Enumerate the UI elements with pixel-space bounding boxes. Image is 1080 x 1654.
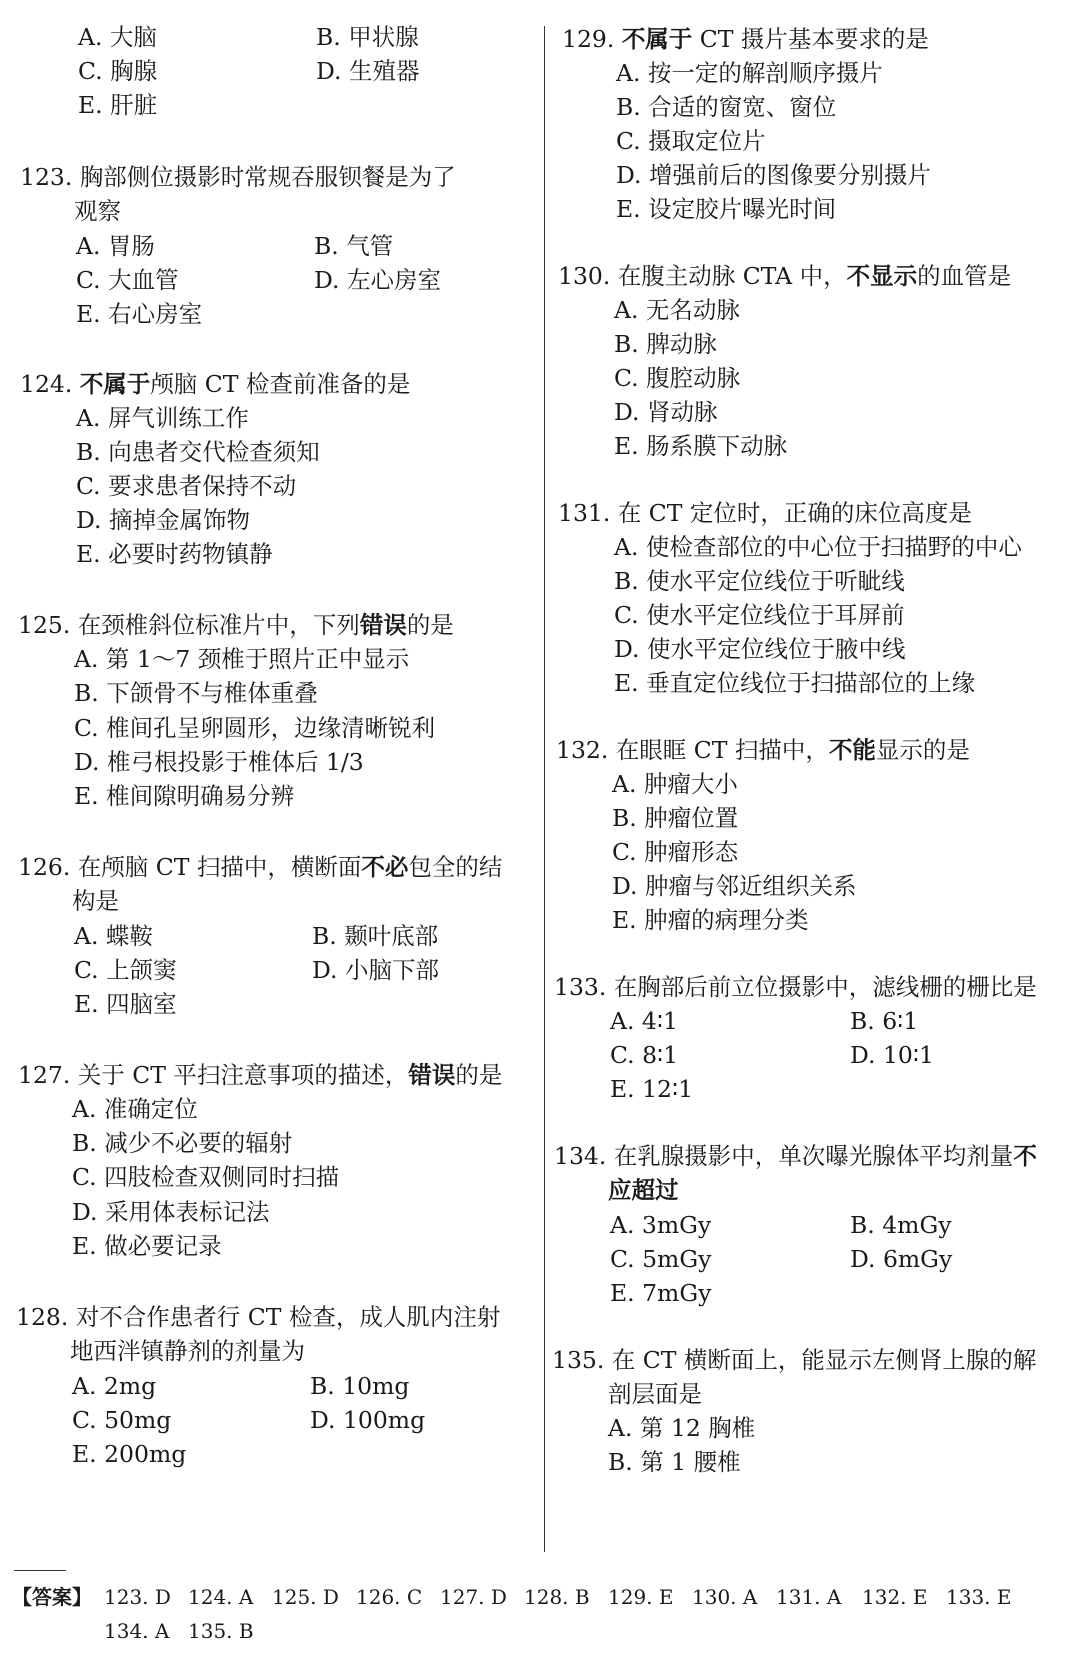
option-d: D. 生殖器 <box>316 57 420 85</box>
question-number: 127. <box>18 1061 71 1089</box>
option-a: A. 第 12 胸椎 <box>608 1414 756 1442</box>
keyword: 应超过 <box>608 1176 679 1204</box>
option-a: A. 蝶鞍 <box>74 922 153 950</box>
keyword: 不能 <box>828 736 876 764</box>
option-b: B. 使水平定位线位于听眦线 <box>614 567 905 595</box>
answer-item: 128. B <box>524 1585 590 1609</box>
option-b: B. 下颌骨不与椎体重叠 <box>74 679 318 707</box>
stem-text-line2 <box>608 1173 679 1207</box>
question-130-stem <box>558 259 1011 293</box>
option-e: E. 12∶1 <box>610 1075 694 1103</box>
option-b: B. 6∶1 <box>850 1007 919 1035</box>
option-e: E. 肝脏 <box>78 91 158 119</box>
question-number: 134. <box>554 1142 607 1170</box>
keyword: 不属于 <box>79 370 151 398</box>
question-number: 128. <box>16 1303 69 1331</box>
option-e: E. 椎间隙明确易分辨 <box>74 782 295 810</box>
option-b: B. 颞叶底部 <box>312 922 439 950</box>
option-a: A. 胃肠 <box>76 232 155 260</box>
option-c: C. 椎间孔呈卵圆形，边缘清晰锐利 <box>74 714 436 742</box>
stem-text: CT 摄片基本要求的是 <box>692 25 929 53</box>
answer-label: 【答案】 <box>12 1585 92 1609</box>
option-d: D. 6mGy <box>850 1245 953 1273</box>
question-133-stem <box>554 970 1037 1004</box>
option-a: A. 大脑 <box>78 23 157 51</box>
stem-text: 在眼眶 CT 扫描中， <box>615 736 829 764</box>
option-c: C. 腹腔动脉 <box>614 364 741 392</box>
option-e: E. 四脑室 <box>74 990 177 1018</box>
option-b: B. 减少不必要的辐射 <box>72 1129 293 1157</box>
option-a: A. 肿瘤大小 <box>612 770 738 798</box>
answer-item: 125. D <box>272 1585 339 1609</box>
answer-item: 132. E <box>862 1585 928 1609</box>
answer-item: 133. E <box>946 1585 1012 1609</box>
stem-text: 的血管是 <box>917 262 1012 290</box>
option-b: B. 甲状腺 <box>316 23 419 51</box>
option-c: C. 肿瘤形态 <box>612 838 739 866</box>
option-b: B. 向患者交代检查须知 <box>76 438 320 466</box>
option-d: D. 100mg <box>310 1406 426 1434</box>
option-c: C. 要求患者保持不动 <box>76 472 297 500</box>
option-c: C. 50mg <box>72 1406 172 1434</box>
option-b: B. 10mg <box>310 1372 410 1400</box>
option-e: E. 200mg <box>72 1440 187 1468</box>
option-b: B. 合适的窗宽、窗位 <box>616 93 837 121</box>
question-135-stem <box>552 1343 1036 1377</box>
question-126-stem <box>18 850 502 884</box>
option-c: C. 5mGy <box>610 1245 712 1273</box>
answer-item: 124. A <box>188 1585 254 1609</box>
option-b: B. 4mGy <box>850 1211 952 1239</box>
option-a: A. 按一定的解剖顺序摄片 <box>616 59 883 87</box>
option-a: A. 4∶1 <box>610 1007 678 1035</box>
keyword: 不显示 <box>846 262 918 290</box>
question-124-stem <box>20 367 410 401</box>
question-number: 133. <box>554 973 607 1001</box>
option-e: E. 肿瘤的病理分类 <box>612 906 809 934</box>
stem-text: 关于 CT 平扫注意事项的描述， <box>77 1061 409 1089</box>
question-number: 132. <box>556 736 609 764</box>
keyword: 不 <box>1013 1142 1037 1170</box>
option-c: C. 8∶1 <box>610 1041 679 1069</box>
option-a: A. 使检查部位的中心位于扫描野的中心 <box>614 533 1022 561</box>
question-129-stem <box>562 22 929 56</box>
question-131-stem <box>558 496 972 530</box>
option-c: C. 上颌窦 <box>74 956 177 984</box>
question-125-stem <box>18 608 454 642</box>
answer-item: 130. A <box>692 1585 758 1609</box>
option-b: B. 肿瘤位置 <box>612 804 739 832</box>
option-d: D. 椎弓根投影于椎体后 1/3 <box>74 748 364 776</box>
stem-text: 在颈椎斜位标准片中，下列 <box>77 611 360 639</box>
stem-text: 在颅脑 CT 扫描中，横断面 <box>77 853 362 881</box>
question-number: 124. <box>20 370 73 398</box>
question-number: 130. <box>558 262 611 290</box>
option-d: D. 10∶1 <box>850 1041 934 1069</box>
keyword: 不属于 <box>621 25 693 53</box>
keyword: 不必 <box>361 853 409 881</box>
question-128-stem <box>16 1300 500 1334</box>
option-d: D. 摘掉金属饰物 <box>76 506 250 534</box>
column-divider <box>544 26 545 1552</box>
stem-text-line2: 构是 <box>72 887 119 915</box>
option-c: C. 使水平定位线位于耳屏前 <box>614 601 905 629</box>
keyword: 错误 <box>359 611 407 639</box>
stem-text: 在胸部后前立位摄影中，滤线栅的栅比是 <box>613 973 1037 1001</box>
question-number: 126. <box>18 853 71 881</box>
option-d: D. 使水平定位线位于腋中线 <box>614 635 906 663</box>
question-132-stem <box>556 733 970 767</box>
question-number: 123. <box>20 163 73 191</box>
stem-text: 显示的是 <box>875 736 970 764</box>
option-a: A. 屏气训练工作 <box>76 404 249 432</box>
option-a: A. 无名动脉 <box>614 296 740 324</box>
option-a: A. 准确定位 <box>72 1095 198 1123</box>
option-c: C. 大血管 <box>76 266 179 294</box>
option-b: B. 第 1 腰椎 <box>608 1448 741 1476</box>
stem-text: 在 CT 定位时，正确的床位高度是 <box>617 499 972 527</box>
answer-item: 127. D <box>440 1585 507 1609</box>
stem-text: 的是 <box>406 611 454 639</box>
option-e: E. 做必要记录 <box>72 1232 222 1260</box>
option-b: B. 脾动脉 <box>614 330 717 358</box>
answer-rule <box>14 1570 66 1571</box>
stem-text: 在 CT 横断面上，能显示左侧肾上腺的解 <box>611 1346 1037 1374</box>
option-e: E. 右心房室 <box>76 300 203 328</box>
option-c: C. 四肢检查双侧同时扫描 <box>72 1163 340 1191</box>
stem-text: 胸部侧位摄影时常规吞服钡餐是为了 <box>79 163 456 191</box>
stem-text: 颅脑 CT 检查前准备的是 <box>150 370 411 398</box>
question-number: 131. <box>558 499 611 527</box>
option-d: D. 采用体表标记法 <box>72 1198 270 1226</box>
option-d: D. 左心房室 <box>314 266 441 294</box>
option-d: D. 小脑下部 <box>312 956 439 984</box>
keyword: 错误 <box>408 1061 456 1089</box>
stem-text: 在腹主动脉 CTA 中， <box>617 262 847 290</box>
question-number: 135. <box>552 1346 605 1374</box>
stem-text-line2: 观察 <box>74 197 121 225</box>
answer-item: 131. A <box>776 1585 842 1609</box>
option-e: E. 肠系膜下动脉 <box>614 432 788 460</box>
question-134-stem <box>554 1139 1037 1173</box>
stem-text: 包全的结 <box>408 853 503 881</box>
stem-text: 对不合作患者行 CT 检查，成人肌内注射 <box>75 1303 501 1331</box>
stem-text: 的是 <box>455 1061 503 1089</box>
option-a: A. 第 1～7 颈椎于照片正中显示 <box>74 645 410 673</box>
answer-item: 126. C <box>356 1585 423 1609</box>
option-b: B. 气管 <box>314 232 394 260</box>
stem-text-line2: 剖层面是 <box>608 1380 702 1408</box>
stem-text-line2: 地西泮镇静剂的剂量为 <box>70 1337 305 1365</box>
question-number: 129. <box>562 25 615 53</box>
answer-item: 135. B <box>188 1619 254 1643</box>
question-123-stem <box>20 160 456 194</box>
answer-item: 129. E <box>608 1585 674 1609</box>
option-e: E. 垂直定位线位于扫描部位的上缘 <box>614 669 976 697</box>
question-number: 125. <box>18 611 71 639</box>
option-d: D. 肿瘤与邻近组织关系 <box>612 872 857 900</box>
answer-item: 134. A <box>104 1619 170 1643</box>
option-a: A. 3mGy <box>610 1211 712 1239</box>
option-e: E. 7mGy <box>610 1279 712 1307</box>
option-c: C. 摄取定位片 <box>616 127 766 155</box>
option-d: D. 增强前后的图像要分别摄片 <box>616 161 931 189</box>
option-a: A. 2mg <box>72 1372 157 1400</box>
question-127-stem <box>18 1058 502 1092</box>
stem-text: 在乳腺摄影中，单次曝光腺体平均剂量 <box>613 1142 1014 1170</box>
option-c: C. 胸腺 <box>78 57 158 85</box>
answer-item: 123. D <box>104 1585 171 1609</box>
option-e: E. 设定胶片曝光时间 <box>616 195 837 223</box>
option-d: D. 肾动脉 <box>614 398 718 426</box>
option-e: E. 必要时药物镇静 <box>76 540 273 568</box>
